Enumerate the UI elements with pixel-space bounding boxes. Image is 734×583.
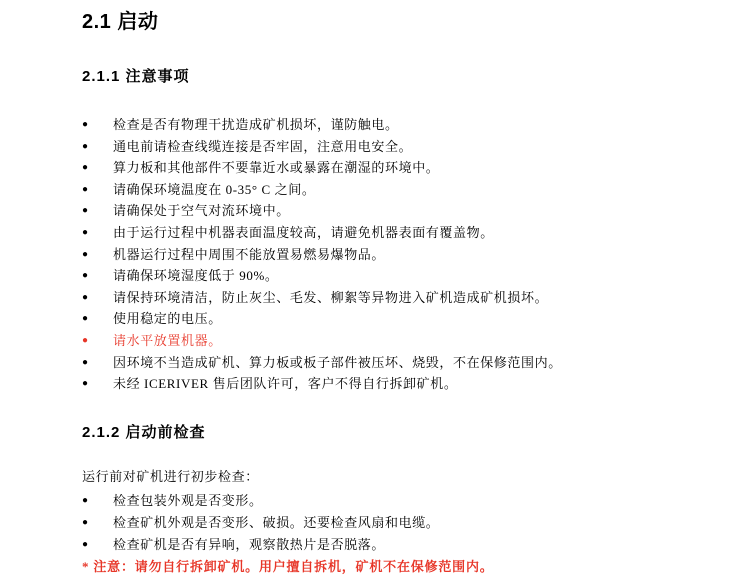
bullet-icon: ● [82,162,89,174]
section-title: 2.1 启动 [82,11,159,33]
list-item [82,534,706,556]
list-item-text: 请保持环境清洁，防止灰尘、毛发、柳絮等异物进入矿机造成矿机损坏。 [113,289,549,305]
list-item-text: 检查是否有物理干扰造成矿机损坏，谨防触电。 [113,117,399,132]
list-item-text: 请确保环境温度在 0-35° C 之间。 [113,181,316,197]
list-item [82,136,706,158]
bullet-icon: ● [82,205,89,217]
list-item-text: 检查矿机外观是否变形、破损。还要检查风扇和电缆。 [113,514,440,530]
bullet-icon: ● [82,270,89,282]
list-item [82,512,706,534]
list-item [82,222,706,244]
list-item-text: 请水平放置机器。 [113,332,222,348]
list-item-text: 使用稳定的电压。 [113,311,222,327]
list-item [82,200,706,222]
list-item-text: 检查矿机是否有异响，观察散热片是否脱落。 [113,536,386,552]
list-item [82,352,706,374]
bullet-icon: ● [82,495,89,507]
list-item-text: 机器运行过程中周围不能放置易燃易爆物品。 [113,246,386,262]
list-item [82,490,706,512]
list-item [82,157,706,179]
bullet-icon: ● [82,313,89,325]
subsection-title-precheck: 2.1.2 启动前检查 [82,423,206,441]
list-item [82,265,706,287]
precheck-list [82,490,706,555]
list-item-text: 通电前请检查线缆连接是否牢固，注意用电安全。 [113,138,413,154]
list-item [82,373,706,395]
list-item [82,244,706,266]
list-item [82,179,706,201]
bullet-icon: ● [82,119,89,130]
list-item-text: 由于运行过程中机器表面温度较高，请避免机器表面有覆盖物。 [113,224,494,240]
list-item [82,308,706,330]
warning-note: * 注意：请勿自行拆卸矿机。用户擅自拆机，矿机不在保修范围内。 [82,559,494,575]
bullet-icon: ● [82,356,89,368]
list-item-text: 未经 ICERIVER 售后团队许可，客户不得自行拆卸矿机。 [113,376,458,392]
bullet-icon: ● [82,516,89,528]
precheck-intro: 运行前对矿机进行初步检查： [82,468,259,484]
list-item-text: 检查包装外观是否变形。 [113,493,263,509]
bullet-icon: ● [82,226,89,238]
subsection-title-notices: 2.1.1 注意事项 [82,68,190,85]
notice-list [82,114,706,395]
list-item-text: 请确保处于空气对流环境中。 [113,203,290,219]
list-item-text: 请确保环境湿度低于 90%。 [113,268,279,284]
bullet-icon: ● [82,378,89,390]
list-item-text: 算力板和其他部件不要靠近水或暴露在潮湿的环境中。 [113,160,440,176]
bullet-icon: ● [82,334,89,346]
list-item [82,114,706,136]
list-item-text: 因环境不当造成矿机、算力板或板子部件被压坏、烧毁，不在保修范围内。 [113,354,562,370]
list-item [82,287,706,309]
list-item-warning [82,330,706,352]
bullet-icon: ● [82,140,89,152]
bullet-icon: ● [82,291,89,303]
bullet-icon: ● [82,183,89,195]
bullet-icon: ● [82,248,89,260]
bullet-icon: ● [82,538,89,550]
